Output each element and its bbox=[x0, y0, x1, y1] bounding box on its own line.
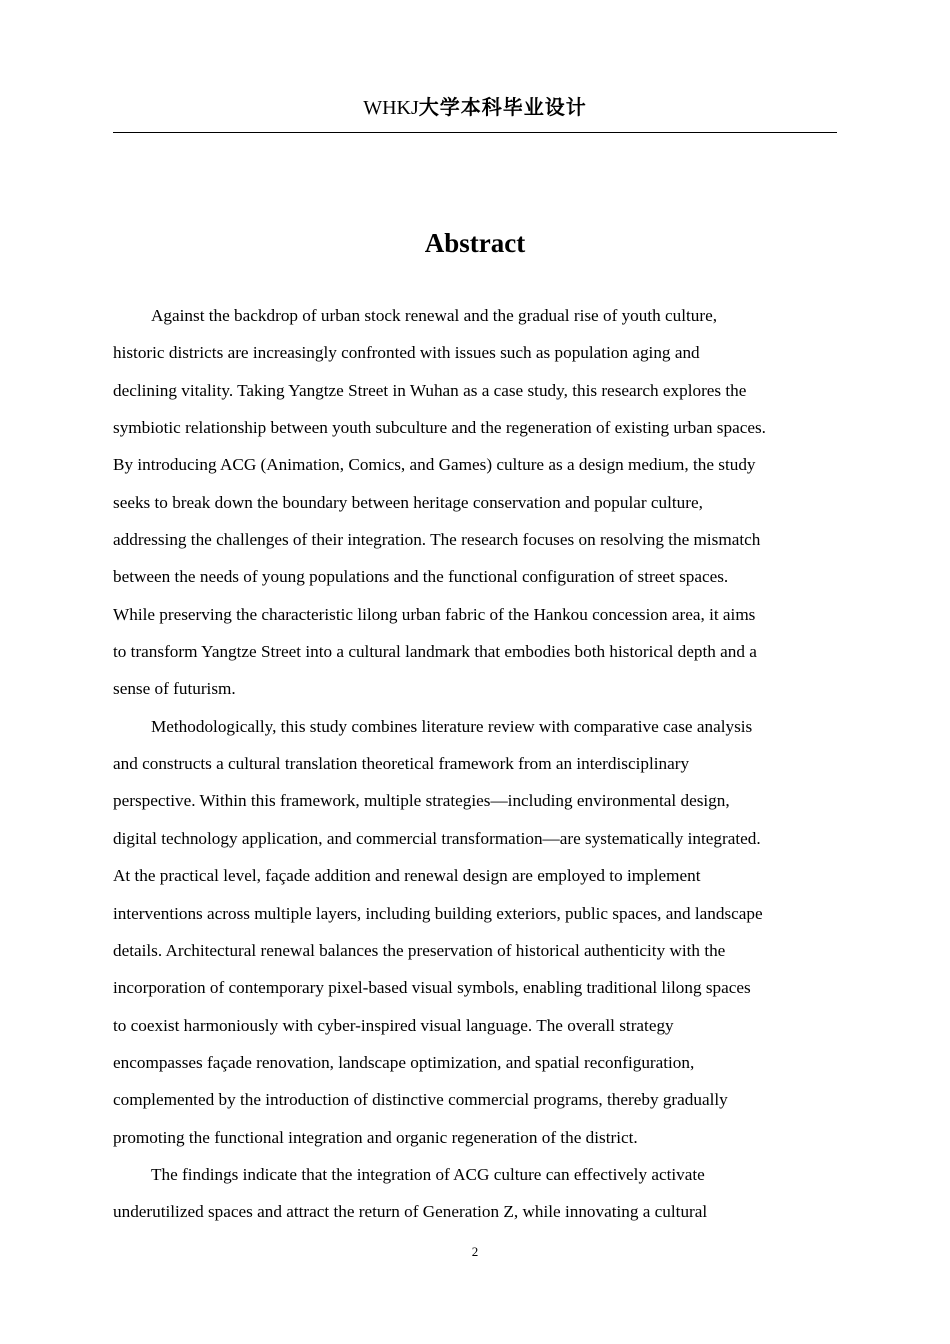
abstract-body bbox=[113, 297, 842, 1231]
text-line: between the needs of young populations and the functional configuration of street spaces. bbox=[113, 567, 729, 587]
text-line: complemented by the introduction of distinctive commercial programs, thereby gradually bbox=[113, 1090, 728, 1110]
text-line: details. Architectural renewal balances the preservation of historical authenticity with the bbox=[113, 940, 726, 960]
text-line: encompasses façade renovation, landscape optimization, and spatial reconfiguration, bbox=[113, 1052, 695, 1072]
text-line: underutilized spaces and attract the return of Generation Z, while innovating a cultural bbox=[113, 1202, 708, 1222]
page-header bbox=[113, 93, 837, 122]
paragraph-3 bbox=[113, 1156, 842, 1231]
header-rule bbox=[113, 132, 837, 133]
text-line: At the practical level, façade addition and renewal design are employed to implement bbox=[113, 866, 701, 886]
text-line: to coexist harmoniously with cyber-inspired visual language. The overall strategy bbox=[113, 1015, 674, 1035]
text-line: Against the backdrop of urban stock renewal and the gradual rise of youth culture, bbox=[151, 306, 718, 325]
text-line: The findings indicate that the integration of ACG culture can effectively activate bbox=[151, 1164, 705, 1184]
text-line: promoting the functional integration and organic regeneration of the district. bbox=[113, 1127, 638, 1147]
text-line: symbiotic relationship between youth subculture and the regeneration of existing urban spaces. bbox=[113, 418, 766, 438]
page-number: 2 bbox=[471, 1244, 479, 1259]
text-line: historic districts are increasingly confronted with issues such as population aging and bbox=[113, 343, 700, 363]
text-line: interventions across multiple layers, including building exteriors, public spaces, and landscape bbox=[113, 903, 763, 923]
header-latin: WHKJ bbox=[363, 97, 419, 119]
paragraph-2 bbox=[113, 708, 842, 1156]
text-line: sense of futurism. bbox=[113, 679, 236, 699]
text-line: perspective. Within this framework, multiple strategies—including environmental design, bbox=[113, 791, 730, 811]
text-line: Methodologically, this study combines literature review with comparative case analysis bbox=[151, 716, 753, 736]
text-line: seeks to break down the boundary between heritage conservation and popular culture, bbox=[113, 492, 703, 512]
abstract-title: Abstract bbox=[424, 228, 526, 258]
text-line: By introducing ACG (Animation, Comics, and Games) culture as a design medium, the study bbox=[113, 455, 756, 475]
text-line: to transform Yangtze Street into a cultural landmark that embodies both historical depth and a bbox=[113, 642, 757, 662]
text-line: incorporation of contemporary pixel-based visual symbols, enabling traditional lilong spaces bbox=[113, 978, 751, 998]
text-line: digital technology application, and commercial transformation—are systematically integrated. bbox=[113, 828, 761, 848]
text-line: While preserving the characteristic lilong urban fabric of the Hankou concession area, it aims bbox=[113, 604, 756, 624]
text-line: declining vitality. Taking Yangtze Street in Wuhan as a case study, this research explores the bbox=[113, 380, 747, 400]
paragraph-1 bbox=[113, 297, 842, 708]
text-line: and constructs a cultural translation theoretical framework from an interdisciplinary bbox=[113, 754, 690, 774]
text-line: addressing the challenges of their integration. The research focuses on resolving the mismatch bbox=[113, 530, 761, 550]
header-cjk: 大学本科毕业设计 bbox=[418, 95, 587, 119]
